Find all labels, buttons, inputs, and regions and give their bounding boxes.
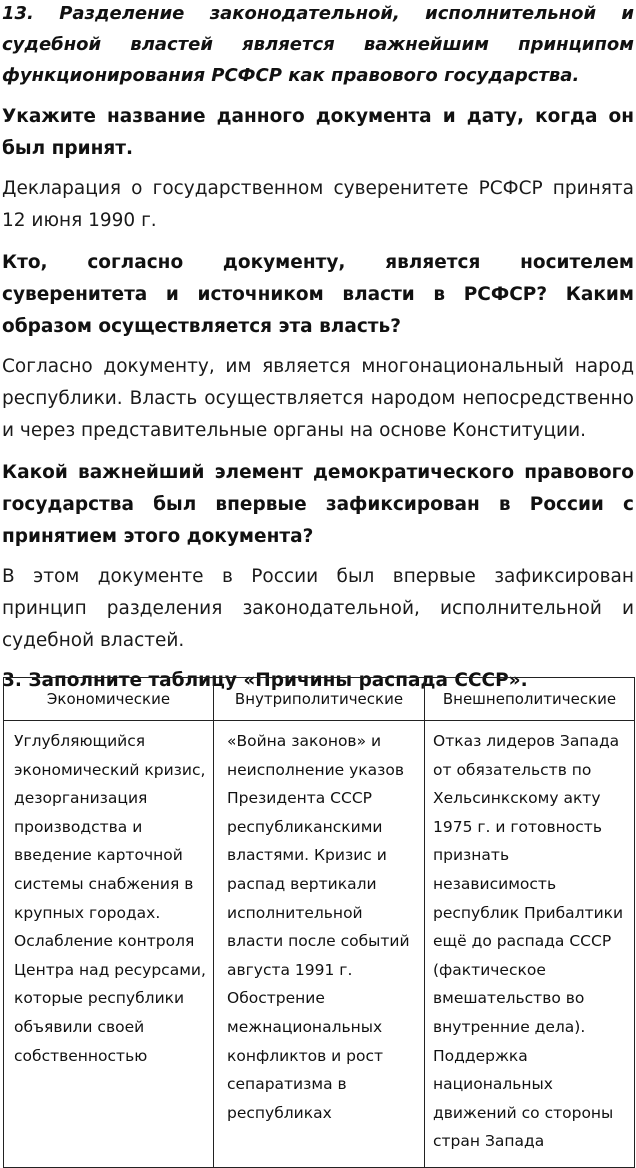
question-2: Кто, согласно документу, является носителем суверенитета и источником власти в РСФСР? Каким образом осуществляется эта власть? — [2, 252, 634, 337]
table-header-row — [4, 678, 635, 721]
task-title: 3. Заполните таблицу «Причины распада СССР». — [2, 670, 528, 691]
header-foreign-political: Внешнеполитические — [425, 678, 635, 721]
header-internal-political: Внутриполитические — [214, 678, 425, 721]
document-page — [2, 0, 634, 697]
answer-1: Декларация о государственном суверенитете РСФСР принята 12 июня 1990 г. — [2, 178, 634, 231]
question-3: Какой важнейший элемент демократического правового государства был впервые зафиксирован в России с принятием этого документа? — [2, 462, 634, 547]
cell-economic: Углубляющийся экономический кризис, дезорганизация производства и введение карточной системы снабжения в крупных городах. Ослабление контроля Центра над ресурсами, которые республики объявили своей собственностью — [4, 721, 214, 1168]
cell-internal-political: «Война законов» и неисполнение указов Президента СССР республиканскими властями. Кризис и распад вертикали исполнительной власти после событий августа 1991 г. Обострение межнациональных конфликтов и рост сепаратизма в республиках — [214, 721, 425, 1168]
answer-3: В этом документе в России был впервые зафиксирован принцип разделения законодательной, исполнительной и судебной властей. — [2, 566, 634, 651]
header-economic: Экономические — [4, 678, 214, 721]
cell-foreign-political: Отказ лидеров Запада от обязательств по Хельсинкскому акту 1975 г. и готовность признать независимость республик Прибалтики ещё до распада СССР (фактическое вмешательство во внутренние дела). Поддержка национальных движений со стороны стран Запада — [425, 721, 635, 1168]
section-heading: 13. Разделение законодательной, исполнительной и судебной властей является важнейшим принципом функционирования РСФСР как правового государства. — [2, 3, 634, 86]
answer-2: Согласно документу, им является многонациональный народ республики. Власть осуществляется народом непосредственно и через представительные органы на основе Конституции. — [2, 356, 634, 441]
question-1: Укажите название данного документа и дату, когда он был принят. — [2, 106, 634, 159]
reasons-table — [3, 677, 635, 1168]
table-row — [4, 721, 635, 1168]
